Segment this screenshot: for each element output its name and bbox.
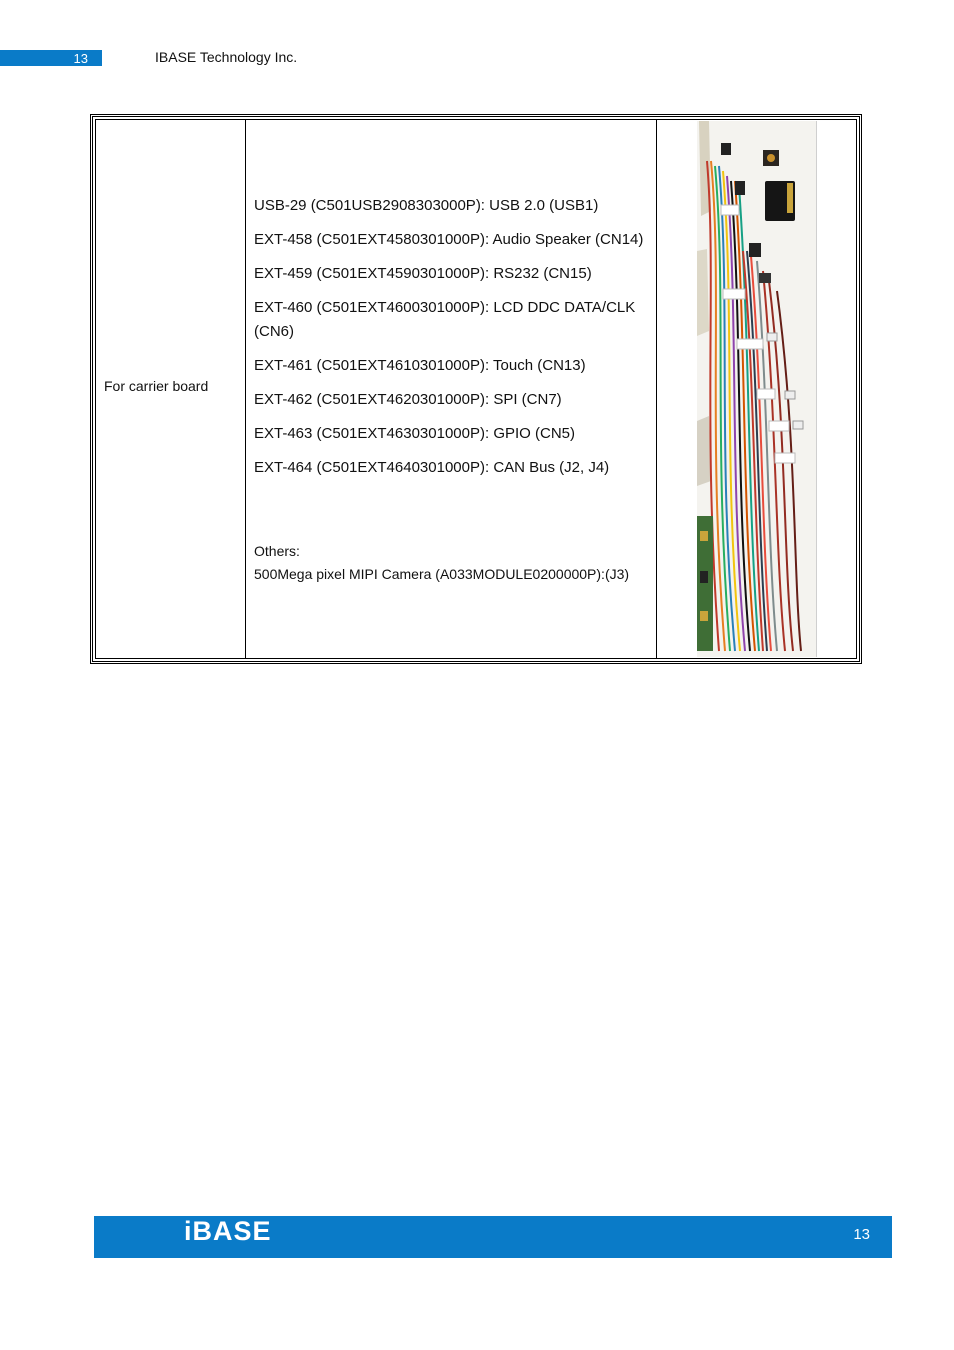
- cable-item: EXT-463 (C501EXT4630301000P): GPIO (CN5): [254, 425, 575, 442]
- footer-page-number: 13: [853, 1226, 870, 1243]
- cables-photo: [697, 121, 817, 657]
- footer-bar: [94, 1216, 892, 1258]
- cable-item: EXT-464 (C501EXT4640301000P): CAN Bus (J2, J4): [254, 459, 610, 476]
- header-company: IBASE Technology Inc.: [155, 49, 298, 65]
- cable-item: EXT-460 (C501EXT4600301000P): LCD DDC DATA/CLK (CN6): [254, 299, 636, 340]
- others-item: 500Mega pixel MIPI Camera (A033MODULE0200000P):(J3): [254, 566, 630, 582]
- others-block: [254, 540, 629, 586]
- others-heading: Others:: [254, 543, 300, 559]
- cable-item: EXT-461 (C501EXT4610301000P): Touch (CN13): [254, 357, 586, 374]
- cable-item: EXT-458 (C501EXT4580301000P): Audio Speaker (CN14): [254, 231, 644, 248]
- cable-table: [90, 114, 862, 664]
- cable-list: [254, 194, 650, 490]
- ibase-logo: iBASE: [184, 1216, 272, 1246]
- cables-illustration: [697, 121, 816, 657]
- column-divider: [245, 120, 246, 658]
- cable-item: USB-29 (C501USB2908303000P): USB 2.0 (USB1): [254, 197, 599, 214]
- table-inner: [95, 119, 857, 659]
- column-divider: [656, 120, 657, 658]
- header-page-number: 13: [0, 50, 102, 66]
- cable-item: EXT-462 (C501EXT4620301000P): SPI (CN7): [254, 391, 562, 408]
- row-label: For carrier board: [104, 378, 209, 394]
- cable-item: EXT-459 (C501EXT4590301000P): RS232 (CN15): [254, 265, 592, 282]
